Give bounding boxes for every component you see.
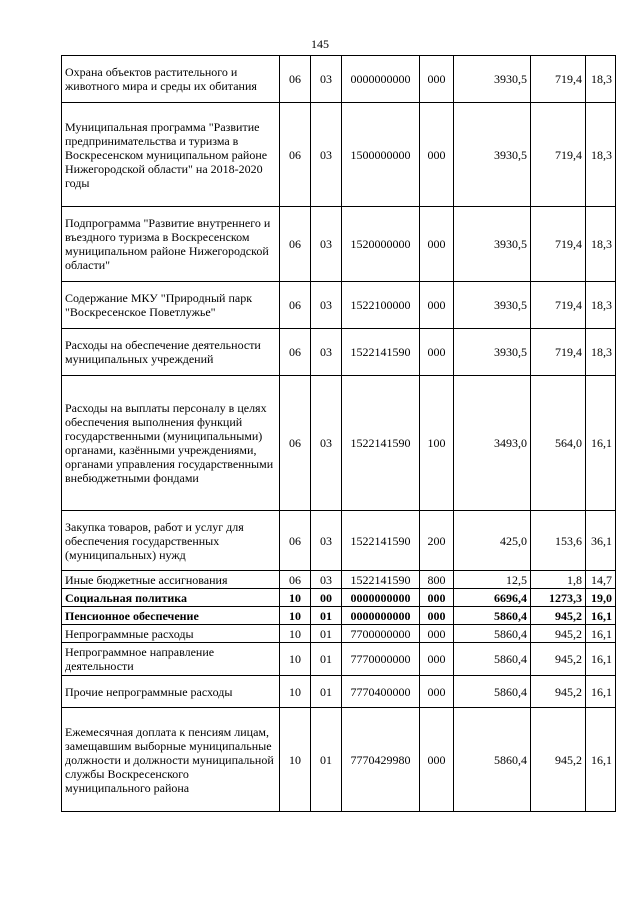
- row-expense-type: 000: [420, 282, 454, 329]
- row-section: 06: [280, 329, 311, 376]
- row-subsection: 03: [311, 56, 342, 103]
- table-row: [62, 103, 616, 207]
- row-expense-type: 000: [420, 625, 454, 643]
- row-target-code: 0000000000: [342, 589, 420, 607]
- row-executed: 564,0: [531, 376, 586, 511]
- row-percent: 16,1: [586, 708, 616, 812]
- row-target-code: 1520000000: [342, 207, 420, 282]
- row-executed: 719,4: [531, 56, 586, 103]
- row-section: 06: [280, 282, 311, 329]
- row-expense-type: 000: [420, 708, 454, 812]
- row-name: Расходы на выплаты персоналу в целях обеспечения выполнения функций государственными (муниципальными) органами, казёнными учреждениями, органами управления государственными внебюджетными фондами: [62, 376, 280, 511]
- row-plan: 12,5: [454, 571, 531, 589]
- row-target-code: 7770000000: [342, 643, 420, 676]
- row-target-code: 7770400000: [342, 676, 420, 708]
- row-percent: 16,1: [586, 643, 616, 676]
- row-target-code: 7700000000: [342, 625, 420, 643]
- row-subsection: 01: [311, 676, 342, 708]
- row-name: Непрограммные расходы: [62, 625, 280, 643]
- row-plan: 5860,4: [454, 708, 531, 812]
- row-executed: 719,4: [531, 103, 586, 207]
- row-name: Закупка товаров, работ и услуг для обеспечения государственных (муниципальных) нужд: [62, 511, 280, 571]
- row-plan: 3493,0: [454, 376, 531, 511]
- row-expense-type: 100: [420, 376, 454, 511]
- row-percent: 36,1: [586, 511, 616, 571]
- row-name: Социальная политика: [62, 589, 280, 607]
- page-number: 145: [311, 37, 329, 51]
- row-plan: 425,0: [454, 511, 531, 571]
- row-name: Прочие непрограммные расходы: [62, 676, 280, 708]
- row-target-code: 0000000000: [342, 56, 420, 103]
- row-name: Содержание МКУ "Природный парк "Воскресенское Поветлужье": [62, 282, 280, 329]
- row-expense-type: 000: [420, 589, 454, 607]
- row-subsection: 03: [311, 376, 342, 511]
- row-plan: 5860,4: [454, 676, 531, 708]
- table-row: [62, 571, 616, 589]
- row-percent: 18,3: [586, 282, 616, 329]
- row-target-code: 1522141590: [342, 329, 420, 376]
- row-expense-type: 000: [420, 103, 454, 207]
- table-row: [62, 625, 616, 643]
- row-expense-type: 000: [420, 56, 454, 103]
- row-percent: 19,0: [586, 589, 616, 607]
- row-subsection: 03: [311, 511, 342, 571]
- row-plan: 5860,4: [454, 607, 531, 625]
- row-section: 10: [280, 625, 311, 643]
- table-row: [62, 607, 616, 625]
- row-executed: 945,2: [531, 625, 586, 643]
- row-percent: 16,1: [586, 676, 616, 708]
- row-plan: 3930,5: [454, 329, 531, 376]
- row-percent: 16,1: [586, 607, 616, 625]
- row-executed: 945,2: [531, 643, 586, 676]
- row-target-code: 0000000000: [342, 607, 420, 625]
- row-expense-type: 000: [420, 643, 454, 676]
- budget-table: [61, 55, 616, 812]
- row-subsection: 03: [311, 329, 342, 376]
- row-name: Непрограммное направление деятельности: [62, 643, 280, 676]
- row-executed: 1273,3: [531, 589, 586, 607]
- row-subsection: 03: [311, 207, 342, 282]
- row-target-code: 1522100000: [342, 282, 420, 329]
- row-subsection: 01: [311, 708, 342, 812]
- row-subsection: 01: [311, 607, 342, 625]
- table-row: [62, 676, 616, 708]
- row-plan: 3930,5: [454, 282, 531, 329]
- table-row: [62, 708, 616, 812]
- row-executed: 719,4: [531, 282, 586, 329]
- row-name: Подпрограмма "Развитие внутреннего и въездного туризма в Воскресенском муниципальном районе Нижегородской области": [62, 207, 280, 282]
- row-section: 10: [280, 607, 311, 625]
- row-subsection: 03: [311, 571, 342, 589]
- row-name: Охрана объектов растительного и животного мира и среды их обитания: [62, 56, 280, 103]
- row-target-code: 7770429980: [342, 708, 420, 812]
- table-row: [62, 643, 616, 676]
- table-row: [62, 329, 616, 376]
- row-expense-type: 000: [420, 676, 454, 708]
- row-executed: 945,2: [531, 708, 586, 812]
- row-executed: 945,2: [531, 676, 586, 708]
- row-executed: 1,8: [531, 571, 586, 589]
- row-plan: 3930,5: [454, 103, 531, 207]
- row-expense-type: 800: [420, 571, 454, 589]
- row-section: 10: [280, 643, 311, 676]
- row-executed: 719,4: [531, 207, 586, 282]
- row-percent: 18,3: [586, 56, 616, 103]
- row-target-code: 1522141590: [342, 571, 420, 589]
- row-plan: 3930,5: [454, 207, 531, 282]
- row-subsection: 03: [311, 282, 342, 329]
- row-expense-type: 000: [420, 607, 454, 625]
- row-plan: 3930,5: [454, 56, 531, 103]
- row-plan: 5860,4: [454, 643, 531, 676]
- row-name: Муниципальная программа "Развитие предпринимательства и туризма в Воскресенском муниципальном районе Нижегородской области" на 2018-2020 годы: [62, 103, 280, 207]
- row-percent: 18,3: [586, 103, 616, 207]
- row-executed: 153,6: [531, 511, 586, 571]
- row-target-code: 1522141590: [342, 376, 420, 511]
- row-executed: 719,4: [531, 329, 586, 376]
- row-subsection: 03: [311, 103, 342, 207]
- row-percent: 18,3: [586, 329, 616, 376]
- table-row: [62, 511, 616, 571]
- table-row: [62, 376, 616, 511]
- row-name: Расходы на обеспечение деятельности муниципальных учреждений: [62, 329, 280, 376]
- table-row: [62, 207, 616, 282]
- table-row: [62, 589, 616, 607]
- row-percent: 16,1: [586, 376, 616, 511]
- row-section: 10: [280, 589, 311, 607]
- row-plan: 6696,4: [454, 589, 531, 607]
- table-row: [62, 282, 616, 329]
- row-expense-type: 200: [420, 511, 454, 571]
- row-section: 10: [280, 676, 311, 708]
- row-section: 06: [280, 376, 311, 511]
- row-subsection: 01: [311, 625, 342, 643]
- row-plan: 5860,4: [454, 625, 531, 643]
- row-name: Ежемесячная доплата к пенсиям лицам, замещавшим выборные муниципальные должности и должности муниципальной службы Воскресенского муниципального района: [62, 708, 280, 812]
- row-expense-type: 000: [420, 329, 454, 376]
- row-percent: 18,3: [586, 207, 616, 282]
- row-section: 06: [280, 207, 311, 282]
- row-name: Пенсионное обеспечение: [62, 607, 280, 625]
- row-subsection: 01: [311, 643, 342, 676]
- row-section: 06: [280, 56, 311, 103]
- row-subsection: 00: [311, 589, 342, 607]
- row-executed: 945,2: [531, 607, 586, 625]
- row-name: Иные бюджетные ассигнования: [62, 571, 280, 589]
- row-section: 06: [280, 511, 311, 571]
- row-percent: 14,7: [586, 571, 616, 589]
- row-section: 10: [280, 708, 311, 812]
- row-percent: 16,1: [586, 625, 616, 643]
- row-section: 06: [280, 571, 311, 589]
- row-target-code: 1500000000: [342, 103, 420, 207]
- row-expense-type: 000: [420, 207, 454, 282]
- row-target-code: 1522141590: [342, 511, 420, 571]
- table-row: [62, 56, 616, 103]
- row-section: 06: [280, 103, 311, 207]
